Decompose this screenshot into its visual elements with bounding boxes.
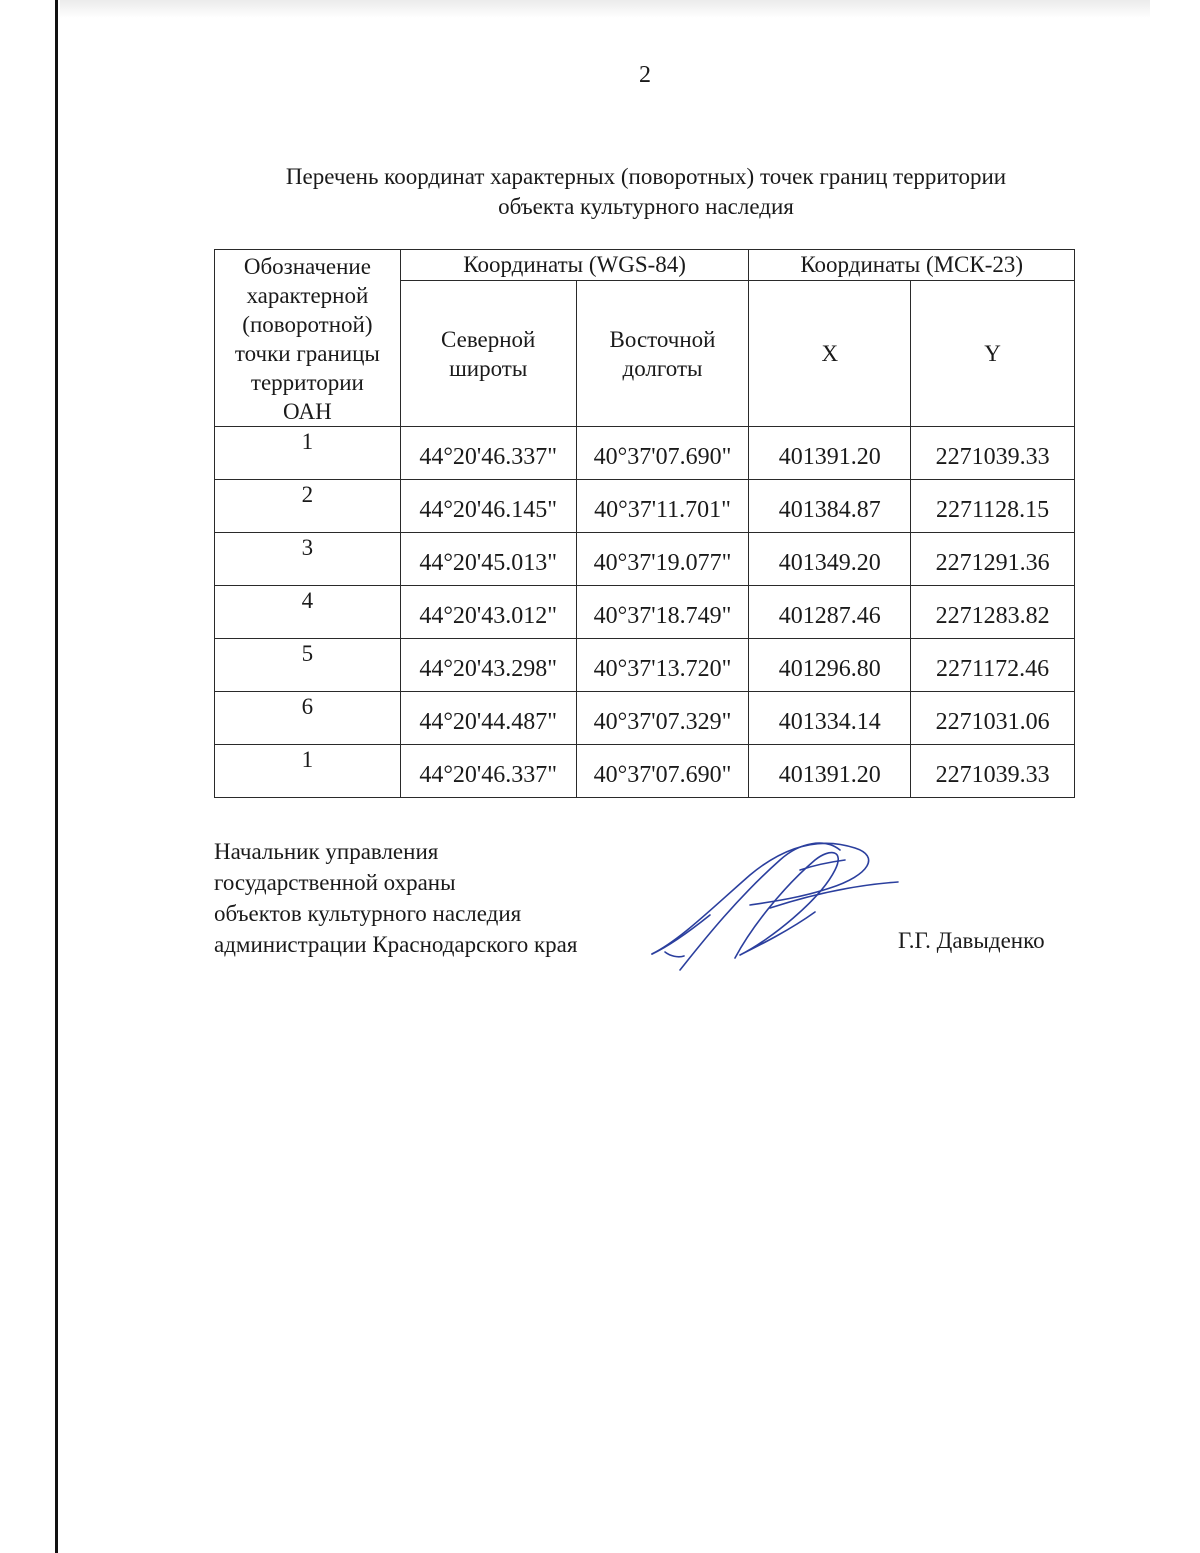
table-row xyxy=(215,639,1075,692)
cell-point: 1 xyxy=(215,427,401,480)
position-line: администрации Краснодарского края xyxy=(214,932,578,957)
cell-point: 4 xyxy=(215,586,401,639)
table-row xyxy=(215,586,1075,639)
table-row xyxy=(215,427,1075,480)
header-north-latitude xyxy=(400,281,576,427)
cell-y: 2271031.06 xyxy=(911,692,1075,745)
header-designation-line: характерной xyxy=(246,283,369,308)
cell-y: 2271172.46 xyxy=(911,639,1075,692)
cell-longitude: 40°37'07.690" xyxy=(576,745,749,798)
cell-longitude: 40°37'11.701" xyxy=(576,480,749,533)
cell-x: 401334.14 xyxy=(749,692,911,745)
table-row xyxy=(215,745,1075,798)
cell-x: 401391.20 xyxy=(749,427,911,480)
signer-name: Г.Г. Давыденко xyxy=(898,928,1045,953)
cell-latitude: 44°20'46.145" xyxy=(400,480,576,533)
header-designation-line: точки границы xyxy=(234,341,380,366)
table-row xyxy=(215,533,1075,586)
header-designation xyxy=(215,250,401,427)
header-north-line: Северной xyxy=(440,326,536,352)
cell-x: 401391.20 xyxy=(749,745,911,798)
position-line: Начальник управления xyxy=(214,839,439,864)
position-line: государственной охраны xyxy=(214,870,456,895)
cell-latitude: 44°20'46.337" xyxy=(400,427,576,480)
cell-point: 1 xyxy=(215,745,401,798)
cell-longitude: 40°37'18.749" xyxy=(576,586,749,639)
cell-x: 401349.20 xyxy=(749,533,911,586)
header-north-line: широты xyxy=(449,355,528,381)
title-line-2: объекта культурного наследия xyxy=(498,194,794,219)
header-east-longitude xyxy=(576,281,749,427)
header-east-line: Восточной xyxy=(609,326,716,352)
header-msk23-group: Координаты (МСК-23) xyxy=(749,250,1075,281)
header-x: X xyxy=(749,281,911,427)
cell-y: 2271039.33 xyxy=(911,745,1075,798)
signatory-position xyxy=(214,836,577,960)
title-line-1: Перечень координат характерных (поворотных) точек границ территории xyxy=(285,164,1007,189)
table-row xyxy=(215,692,1075,745)
cell-x: 401287.46 xyxy=(749,586,911,639)
cell-longitude: 40°37'13.720" xyxy=(576,639,749,692)
document-title xyxy=(238,162,1054,222)
cell-longitude: 40°37'19.077" xyxy=(576,533,749,586)
handwritten-signature xyxy=(640,830,910,980)
cell-x: 401296.80 xyxy=(749,639,911,692)
cell-latitude: 44°20'43.012" xyxy=(400,586,576,639)
header-designation-line: Обозначение xyxy=(243,254,371,279)
cell-y: 2271128.15 xyxy=(911,480,1075,533)
cell-point: 5 xyxy=(215,639,401,692)
cell-latitude: 44°20'44.487" xyxy=(400,692,576,745)
header-designation-line: территории xyxy=(250,370,364,395)
cell-y: 2271283.82 xyxy=(911,586,1075,639)
table-row xyxy=(215,480,1075,533)
cell-y: 2271291.36 xyxy=(911,533,1075,586)
cell-point: 3 xyxy=(215,533,401,586)
cell-latitude: 44°20'45.013" xyxy=(400,533,576,586)
cell-longitude: 40°37'07.329" xyxy=(576,692,749,745)
cell-point: 2 xyxy=(215,480,401,533)
header-wgs84-group: Координаты (WGS-84) xyxy=(400,250,749,281)
table-header-row-1 xyxy=(215,250,1075,281)
cell-latitude: 44°20'43.298" xyxy=(400,639,576,692)
header-designation-line: (поворотной) xyxy=(242,312,373,337)
header-y: Y xyxy=(911,281,1075,427)
header-east-line: долготы xyxy=(622,355,703,381)
cell-longitude: 40°37'07.690" xyxy=(576,427,749,480)
position-line: объектов культурного наследия xyxy=(214,901,522,926)
scan-top-shadow xyxy=(60,0,1150,18)
scan-left-edge xyxy=(55,0,58,1553)
cell-latitude: 44°20'46.337" xyxy=(400,745,576,798)
cell-y: 2271039.33 xyxy=(911,427,1075,480)
cell-point: 6 xyxy=(215,692,401,745)
header-designation-line: ОАН xyxy=(283,399,332,424)
page-number: 2 xyxy=(639,62,651,88)
coordinates-table xyxy=(214,249,1075,798)
cell-x: 401384.87 xyxy=(749,480,911,533)
